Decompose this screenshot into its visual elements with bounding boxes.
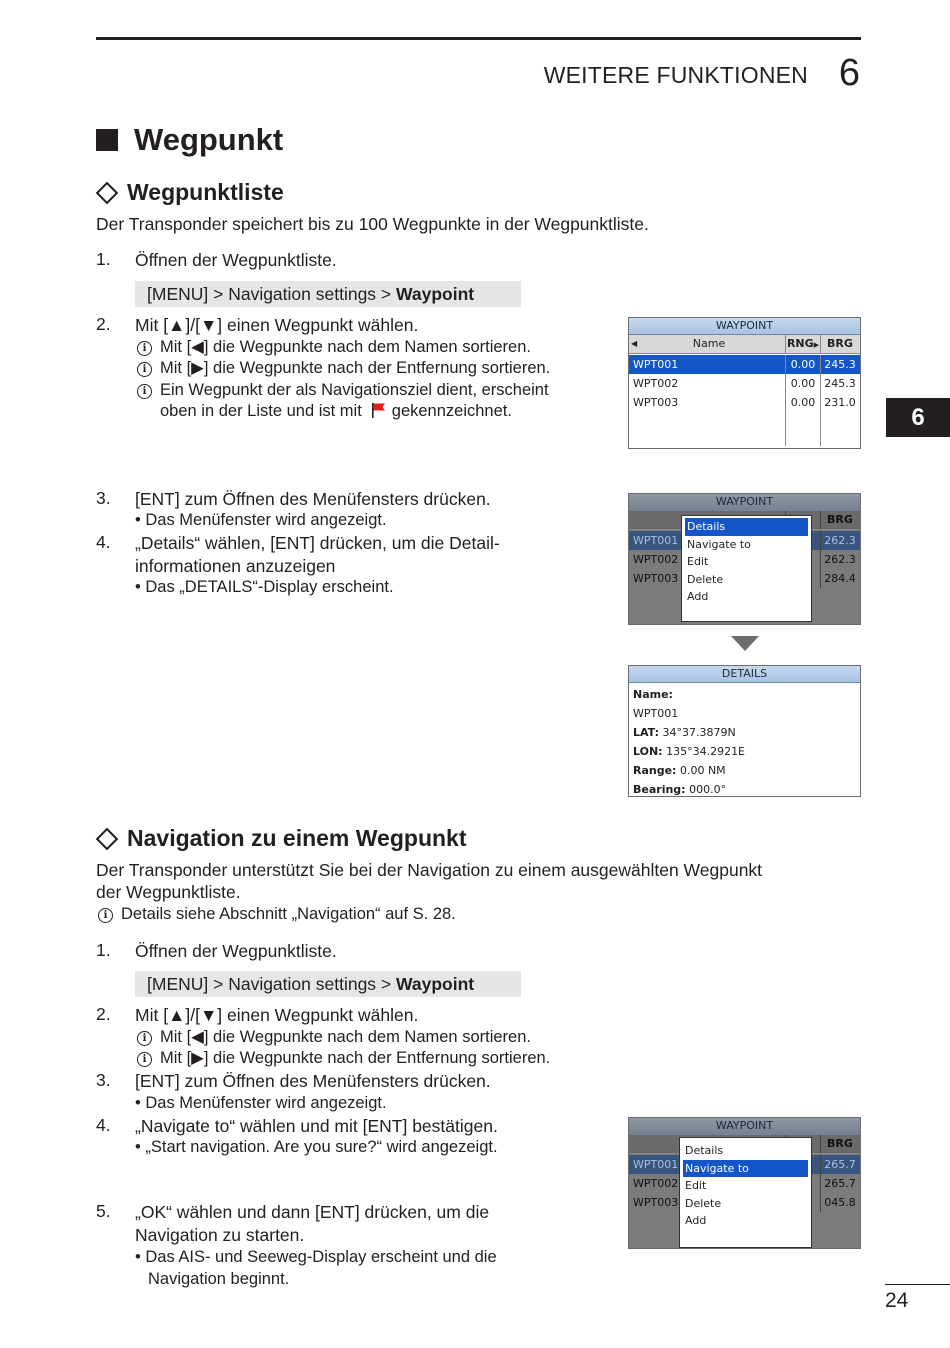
step-text-cont: Navigation zu starten. xyxy=(135,1225,305,1245)
step-text: Mit [▲]/[▼] einen Wegpunkt wählen. xyxy=(135,1005,419,1025)
detail-value: 34°37.3879N xyxy=(662,726,736,739)
diamond-bullet-icon xyxy=(96,181,119,204)
menu-path-target: Waypoint xyxy=(396,284,475,304)
intro-text-cont: der Wegpunktliste. xyxy=(96,882,241,902)
row-brg: 284.4 xyxy=(820,569,859,588)
step-number: 4. xyxy=(96,1115,111,1135)
context-menu xyxy=(681,515,812,622)
page-number: 24 xyxy=(885,1289,909,1312)
menu-path xyxy=(135,281,521,307)
row-name: WPT001 xyxy=(633,358,679,371)
section-title-text: Wegpunkt xyxy=(134,122,284,157)
screen-waypoint-list xyxy=(628,317,861,449)
step-sub-cont: Navigation beginnt. xyxy=(148,1270,290,1288)
detail-row xyxy=(629,742,860,761)
step-sub: • Das AIS- und Seeweg-Display erscheint und die xyxy=(135,1248,497,1266)
arrow-down-icon xyxy=(731,636,759,651)
col-brg: BRG xyxy=(820,1135,859,1153)
step-text: Öffnen der Wegpunktliste. xyxy=(135,941,337,961)
diamond-bullet-icon xyxy=(96,827,119,850)
screen-title: WAYPOINT xyxy=(629,1118,860,1135)
detail-label: LAT: xyxy=(633,726,659,739)
info-text: Mit [◀] die Wegpunkte nach dem Namen sortieren. xyxy=(160,338,531,356)
step-text: „Navigate to“ wählen und mit [ENT] bestätigen. xyxy=(135,1116,498,1136)
col-brg: BRG xyxy=(820,335,859,353)
col-name xyxy=(629,335,785,353)
step-number: 1. xyxy=(96,249,111,269)
list-header xyxy=(629,335,860,354)
step-number: 2. xyxy=(96,1004,111,1024)
row-brg: 265.7 xyxy=(820,1155,859,1174)
row-name: WPT001 xyxy=(633,534,679,547)
subsection-title-text: Navigation zu einem Wegpunkt xyxy=(127,825,467,851)
info-icon: i xyxy=(137,1031,152,1046)
detail-label: LON: xyxy=(633,745,663,758)
row-name: WPT003 xyxy=(633,572,679,585)
menu-item-add[interactable]: Add xyxy=(687,590,709,603)
info-line-cont xyxy=(160,401,512,422)
menu-item-navigate-to[interactable]: Navigate to xyxy=(683,1160,808,1178)
detail-value: 0.00 NM xyxy=(679,764,726,777)
detail-row xyxy=(629,723,860,742)
detail-row xyxy=(629,685,860,704)
step-number: 4. xyxy=(96,532,111,552)
chapter-title: WEITERE FUNKTIONEN xyxy=(543,62,808,88)
step-number: 3. xyxy=(96,488,111,508)
screen-title: DETAILS xyxy=(629,666,860,683)
info-line xyxy=(137,337,531,358)
menu-item-add[interactable]: Add xyxy=(685,1214,707,1227)
row-name: WPT003 xyxy=(633,396,679,409)
row-name: WPT001 xyxy=(633,1158,679,1171)
info-text: Ein Wegpunkt der als Navigationsziel dient, erscheint xyxy=(160,381,549,399)
step-text: Öffnen der Wegpunktliste. xyxy=(135,250,337,270)
step-sub: • Das Menüfenster wird angezeigt. xyxy=(135,1094,387,1112)
header-rule xyxy=(96,37,861,40)
col-rng-label: RNG xyxy=(786,337,814,350)
info-text: gekennzeichnet. xyxy=(391,402,512,420)
step-text: „Details“ wählen, [ENT] drücken, um die Detail- xyxy=(135,533,500,553)
detail-value: 135°34.2921E xyxy=(666,745,746,758)
step-text: „OK“ wählen und dann [ENT] drücken, um die xyxy=(135,1202,490,1222)
screen-waypoint-menu xyxy=(628,493,861,625)
chapter-tab: 6 xyxy=(886,398,950,437)
info-icon: i xyxy=(137,341,152,356)
info-line xyxy=(137,1027,531,1048)
subsection-title-navigation xyxy=(96,825,467,852)
row-brg: 231.0 xyxy=(820,393,859,412)
flag-icon xyxy=(370,402,386,418)
section-title xyxy=(96,122,283,158)
list-row[interactable] xyxy=(629,374,860,393)
step-sub: • Das Menüfenster wird angezeigt. xyxy=(135,511,387,529)
row-brg-empty xyxy=(820,412,859,446)
detail-row xyxy=(629,780,860,797)
info-line xyxy=(137,358,550,379)
subsection-title-text: Wegpunktliste xyxy=(127,179,284,205)
menu-path-text: [MENU] > Navigation settings > xyxy=(147,974,396,994)
list-row-empty xyxy=(629,412,860,446)
sort-right-icon: ▶ xyxy=(813,341,820,349)
info-text: Mit [▶] die Wegpunkte nach der Entfernung sortieren. xyxy=(160,359,551,377)
info-line xyxy=(98,904,456,925)
step-sub: • „Start navigation. Are you sure?“ wird angezeigt. xyxy=(135,1138,498,1156)
row-name: WPT002 xyxy=(633,553,679,566)
step-number: 2. xyxy=(96,314,111,334)
menu-item-delete[interactable]: Delete xyxy=(687,572,724,586)
screen-details xyxy=(628,665,861,797)
screen-title: WAYPOINT xyxy=(629,318,860,335)
footer-rule xyxy=(885,1284,950,1285)
row-rng: 0.00 xyxy=(785,355,820,374)
chapter-number: 6 xyxy=(838,52,860,94)
menu-item-delete[interactable]: Delete xyxy=(685,1196,722,1210)
intro-text: Der Transponder unterstützt Sie bei der Navigation zu einem ausgewählten Wegpunkt xyxy=(96,860,763,880)
info-line xyxy=(137,1048,550,1069)
menu-item-navigate-to[interactable]: Navigate to xyxy=(687,537,751,551)
row-brg: 262.3 xyxy=(820,550,859,569)
list-row[interactable] xyxy=(629,393,860,412)
detail-value: WPT001 xyxy=(633,707,679,720)
info-text: Details siehe Abschnitt „Navigation“ auf S. 28. xyxy=(121,905,456,923)
detail-label: Name: xyxy=(633,688,673,701)
subsection-title-waypoint-list xyxy=(96,179,284,206)
row-name: WPT003 xyxy=(633,1196,679,1209)
intro-text: Der Transponder speichert bis zu 100 Wegpunkte in der Wegpunktliste. xyxy=(96,214,649,234)
detail-label: Bearing: xyxy=(633,783,686,796)
menu-path xyxy=(135,971,521,997)
menu-item-edit[interactable]: Edit xyxy=(685,1179,707,1192)
col-rng xyxy=(785,335,820,353)
list-row[interactable] xyxy=(629,355,860,374)
menu-item-edit[interactable]: Edit xyxy=(687,555,709,568)
step-number: 1. xyxy=(96,940,111,960)
row-rng: 0.00 xyxy=(785,374,820,393)
row-brg: 245.3 xyxy=(820,355,859,374)
step-text-cont: informationen anzuzeigen xyxy=(135,556,336,576)
menu-path-target: Waypoint xyxy=(396,974,475,994)
info-icon: i xyxy=(137,1052,152,1067)
dimmed-list xyxy=(629,1135,860,1248)
info-icon: i xyxy=(98,908,113,923)
row-name-empty xyxy=(629,412,785,446)
row-brg: 262.3 xyxy=(820,531,859,550)
info-line xyxy=(137,380,549,401)
row-name: WPT002 xyxy=(633,1177,679,1190)
row-rng: 0.00 xyxy=(785,393,820,412)
info-text: oben in der Liste und ist mit xyxy=(160,402,362,420)
row-brg: 265.7 xyxy=(820,1174,859,1193)
context-menu xyxy=(679,1137,812,1248)
row-brg: 245.3 xyxy=(820,374,859,393)
info-icon: i xyxy=(137,384,152,399)
detail-row xyxy=(629,704,860,723)
row-rng-empty xyxy=(785,412,820,446)
info-icon: i xyxy=(137,362,152,377)
col-name-label: Name xyxy=(692,337,726,350)
screen-title: WAYPOINT xyxy=(629,494,860,511)
row-name: WPT002 xyxy=(633,377,679,390)
step-text: [ENT] zum Öffnen des Menüfensters drücken. xyxy=(135,489,491,509)
menu-item-details[interactable]: Details xyxy=(685,1144,724,1157)
sort-left-icon: ◀ xyxy=(631,339,638,348)
square-bullet-icon xyxy=(96,129,118,151)
step-sub: • Das „DETAILS“-Display erscheint. xyxy=(135,578,394,596)
detail-label: Range: xyxy=(633,764,677,777)
info-text: Mit [▶] die Wegpunkte nach der Entfernung sortieren. xyxy=(160,1049,551,1067)
step-number: 3. xyxy=(96,1070,111,1090)
menu-path-text: [MENU] > Navigation settings > xyxy=(147,284,396,304)
step-text: [ENT] zum Öffnen des Menüfensters drücken. xyxy=(135,1071,491,1091)
info-text: Mit [◀] die Wegpunkte nach dem Namen sortieren. xyxy=(160,1028,531,1046)
dimmed-list xyxy=(629,511,860,624)
col-brg: BRG xyxy=(820,511,859,529)
menu-item-details[interactable]: Details xyxy=(685,518,808,536)
step-text: Mit [▲]/[▼] einen Wegpunkt wählen. xyxy=(135,315,419,335)
row-brg: 045.8 xyxy=(820,1193,859,1212)
detail-value: 000.0° xyxy=(689,783,727,796)
step-number: 5. xyxy=(96,1201,111,1221)
screen-waypoint-menu-navigate xyxy=(628,1117,861,1249)
detail-row xyxy=(629,761,860,780)
